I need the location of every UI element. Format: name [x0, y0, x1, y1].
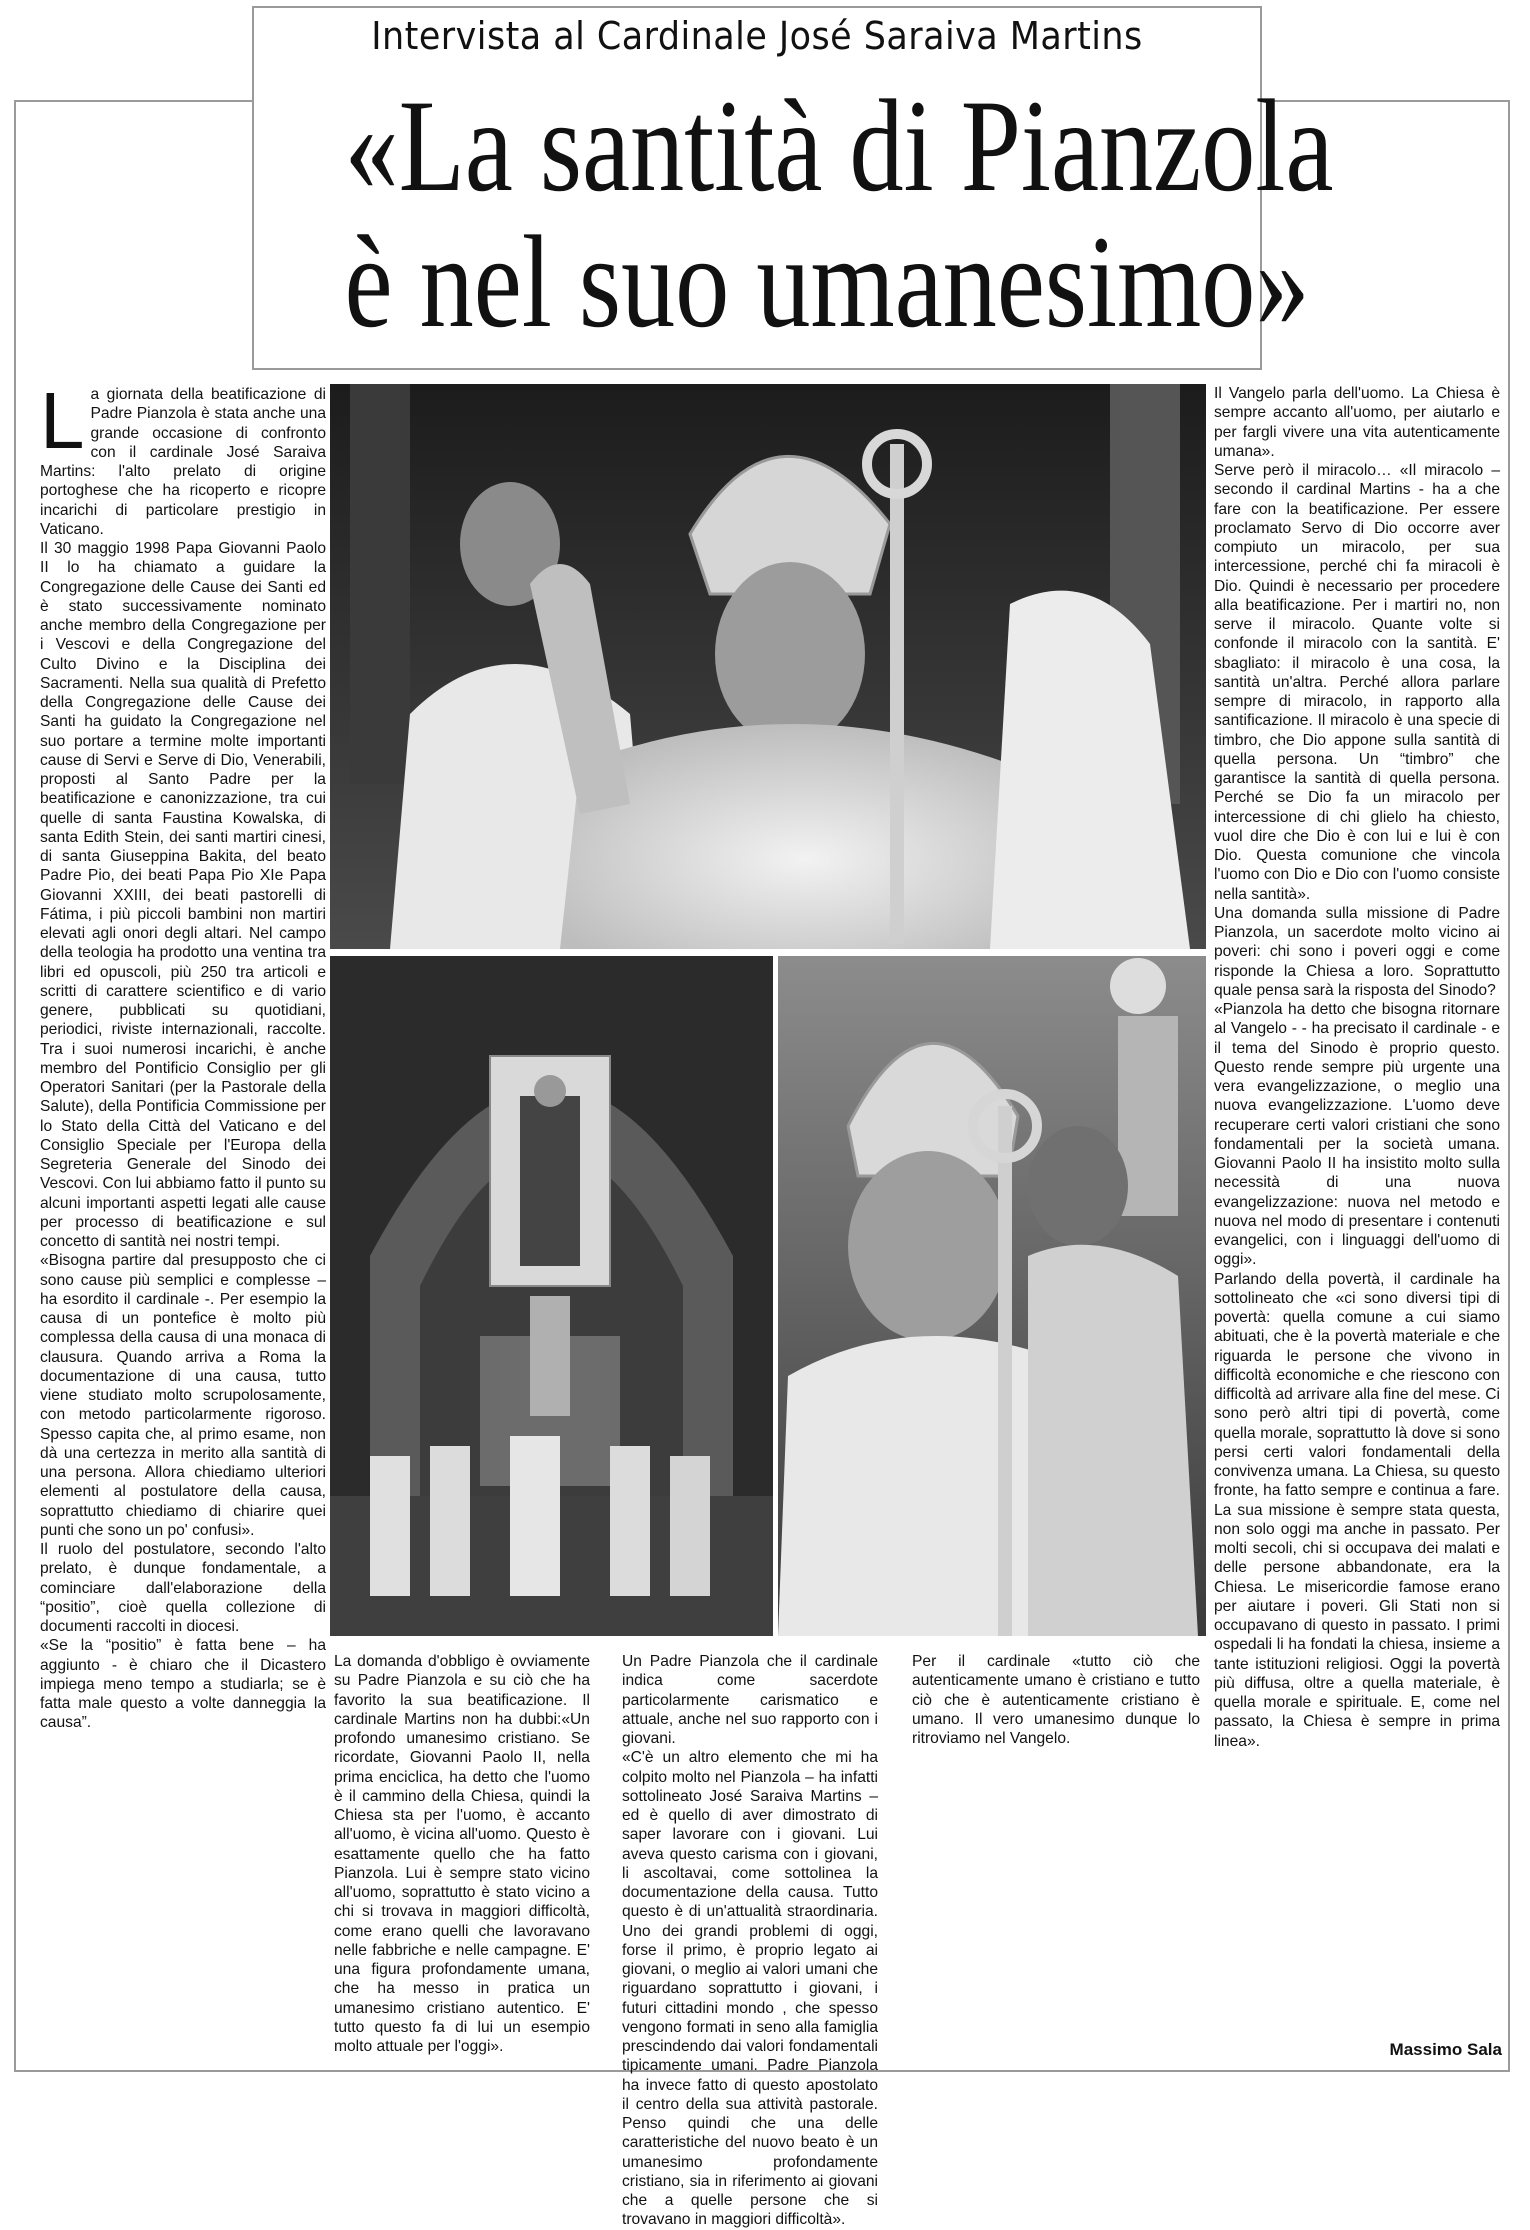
- column-5: [1214, 384, 1500, 2024]
- paragraph: «Se la “positio” è fatta bene – ha aggiunto - è chiaro che il Dicastero impiega meno tempo a studiarla; se è fatta male questo a volte danneggia la causa”.: [40, 1637, 326, 1732]
- kicker: Intervista al Cardinale José Saraiva Martins: [371, 14, 1143, 58]
- paragraph: La domanda d'obbligo è ovviamente su Padre Pianzola e su ciò che ha favorito la sua beatificazione. Il cardinale Martins non ha dubbi:«Un profondo umanesimo cristiano. Se ricordate, Giovanni Paolo II, nella prima enciclica, ha detto che l'uomo è il cammino della Chiesa, quindi la Chiesa sta per l'uomo, è accanto all'uomo, è vicina all'uomo. Questo è esattamente quello che ha fatto Pianzola. Lui è sempre stato vicino all'uomo, soprattutto è stato vicino a chi si trovava in maggiori difficoltà, come erano quelli che lavoravano nelle fabbriche e nelle campagne. E' una figura profondamente umana, che ha messo in pratica un umanesimo cristiano autentico. E' tutto questo fa di lui un esempio molto attuale per l'oggi».: [334, 1653, 590, 2055]
- paragraph: «Pianzola ha detto che bisogna ritornare al Vangelo - - ha precisato il cardinale - e il tema del Sinodo è proprio questo. Questo rende sempre più urgente una vera evangelizzazione, o meglio una nuova evangelizzazione. L'uomo deve recuperare certi valori cristiani che sono fondamentali per la società umana. Giovanni Paolo II ha insistito molto sulla necessità di una nuova evangelizzazione: nuova nel metodo e nuova nel modo di presentare i contenuti evangelici, con i linguaggi dell'uomo di oggi».: [1214, 1001, 1500, 1269]
- paragraph: Per il cardinale «tutto ciò che autenticamente umano è cristiano e tutto ciò che è autenticamente cristiano è umano. Il vero umanesimo dunque lo ritroviamo nel Vangelo.: [912, 1653, 1200, 1747]
- photo-cardinal-blessing: [330, 384, 1206, 949]
- paragraph: «Bisogna partire dal presupposto che ci sono cause più semplici e complesse – ha esordito il cardinale -. Per esempio la causa di un pontefice è molto più complessa della causa di una monaca di clausura. Quando arriva a Roma la documentazione di una causa, tutto viene studiato molto scrupolosamente, con metodo particolarmente rigoroso. Spesso capita che, al primo esame, non dà una certezza in merito alla santità di una persona. Allora chiediamo ulteriori elementi al postulatore della causa, soprattutto chiediamo di chiarire quei punti che sono un po' confusi».: [40, 1252, 326, 1539]
- headline-line-2: è nel suo umanesimo»: [344, 208, 1310, 355]
- photo-cardinal-crozier-image: [778, 956, 1206, 1636]
- photo-church-interior-image: [330, 956, 773, 1636]
- paragraph: Il ruolo del postulatore, secondo l'alto prelato, è dunque fondamentale, a cominciare dall'elaborazione della “positio”, cioè quella collezione di documenti raccolti in diocesi.: [40, 1541, 326, 1635]
- column-1: [40, 376, 326, 2045]
- drop-cap: L: [40, 376, 85, 465]
- photo-cardinal-with-crozier: [778, 956, 1206, 1636]
- column-2: [334, 1652, 590, 2056]
- paragraph: Serve però il miracolo… «Il miracolo – secondo il cardinal Martins - ha a che fare con la beatificazione. Per essere proclamato Servo di Dio occorre aver compiuto un miracolo, per sua intercessione, perché chi fa miracoli è Dio. Quindi è necessario per procedere alla beatificazione. Per i martiri no, non serve il miracolo. Quante volte si confonde il miracolo con la santità. E' sbagliato: il miracolo è una cosa, la santità un'altra. Perché allora parlare sempre di miracolo, in rapporto alla santificazione. Il miracolo è una specie di timbro, che Dio appone sulla santità di quella persona. Un “timbro” che garantisce la santità di quella persona. Perché se Dio fa un miracolo per intercessione di chi glielo ha chiesto, vuol dire che Dio è con lui e lui è con Dio. Questa comunione che vincola l'uomo con Dio e Dio con l'uomo consiste nella santità».: [1214, 462, 1500, 903]
- column-4: [912, 1652, 1200, 1748]
- paragraph: Un Padre Pianzola che il cardinale indica come sacerdote particolarmente carismatico e attuale, anche nel suo rapporto con i giovani.: [622, 1653, 878, 1747]
- paragraph: Una domanda sulla missione di Padre Pianzola, un sacerdote molto vicino ai poveri: chi sono i poveri oggi e come risponde la Chiesa a loro. Soprattutto quale pensa sarà la risposta del Sinodo?: [1214, 904, 1500, 999]
- title-box: [252, 6, 1334, 370]
- column-3: [622, 1652, 878, 2230]
- photo-cardinal-blessing-image: [330, 384, 1206, 949]
- photo-church-interior-portrait: [330, 956, 773, 1636]
- paragraph: La giornata della beatificazione di Padre Pianzola è stata anche una grande occasione di confronto con il cardinale José Saraiva Martins: l'alto prelato di origine portoghese che ha ricoperto e ricopre incarichi di particolare prestigio in Vaticano.: [40, 376, 326, 538]
- paragraph: Parlando della povertà, il cardinale ha sottolineato che «ci sono diversi tipi di povertà: quella comune a cui siamo abituati, che è la povertà materiale e che riguarda le persone che vivono in difficoltà economiche e che riescono con difficoltà ad arrivare alla fine del mese. Ci sono però altri tipi di povertà, come quella morale, soprattutto là dove si sono persi certi valori fondamentali della convivenza umana. La Chiesa, su questo fronte, ha fatto sempre e continua a fare. La sua missione è sempre stata questa, non solo oggi ma anche in passato. Per molti secoli, chi si occupava dei malati e delle persone abbandonate, era la Chiesa. Le misericordie famose erano per aiutare i poveri. Gli Stati non si occupavano di questo in passato. I primi ospedali li ha fondati la chiesa, insieme a tante istituzioni religiosi. Oggi la povertà più diffusa, oltre a quella materiale, è quella morale e spirituale. E, come nel passato, la Chiesa è sempre in prima linea».: [1214, 1270, 1500, 1750]
- headline-line-1: «La santità di Pianzola: [344, 72, 1334, 219]
- paragraph: Il Vangelo parla dell'uomo. La Chiesa è sempre accanto all'uomo, per aiutarlo e per fargli vivere una vita autenticamente umana».: [1214, 385, 1500, 460]
- author-signature: Massimo Sala: [1389, 2040, 1502, 2059]
- paragraph: «C'è un altro elemento che mi ha colpito molto nel Pianzola – ha infatti sottolineato José Saraiva Martins – ed è quello di aver dimostrato di saper lavorare con i giovani. Lui aveva questo carisma con i giovani, li ascoltavai, come sottolinea la documentazione della causa. Tutto questo è di un'attualità straordinaria. Uno dei grandi problemi di oggi, forse il primo, è proprio legato ai giovani, o meglio ai valori umani che riguardano soprattutto i giovani, i futuri cittadini mondo , che spesso vengono formati in seno alla famiglia prescindendo dai valori fondamentali tipicamente umani. Padre Pianzola ha invece fatto di questo apostolato il centro della sua attività pastorale. Penso quindi che una delle caratteristiche del nuovo beato è un umanesimo profondamente cristiano, sia in riferimento ai giovani che a quelle persone che si trovavano in maggiori difficoltà».: [622, 1749, 878, 2229]
- paragraph: Il 30 maggio 1998 Papa Giovanni Paolo II lo ha chiamato a guidare la Congregazione delle Cause dei Santi ed è stato successivamente nominato anche membro della Congregazione per i Vescovi e della Congregazione del Culto Divino e la Disciplina dei Sacramenti. Nella sua qualità di Prefetto della Congregazione delle Cause dei Santi ha guidato la Congregazione nel suo portare a termine molte importanti cause di Servi e Serve di Dio, Venerabili, proposti al Santo Padre per la beatificazione e canonizzazione, tra cui quelle di santa Faustina Kowalska, di santa Edith Stein, dei santi martiri cinesi, di santa Giuseppina Bakita, del beato Padre Pio, dei beati Papa Pio XIe Papa Giovanni XXIII, dei beati pastorelli di Fátima, i più piccoli bambini non martiri elevati agli onori degli altari. Nel campo della teologia ha prodotto una ventina tra libri ed opuscoli, più 250 tra articoli e scritti di carattere scientifico e di vario genere, pubblicati su quotidiani, periodici, riviste internazionali, raccolte. Tra i suoi numerosi incarichi, è anche membro del Pontificio Consiglio per gli Operatori Sanitari (per la Pastorale della Salute), della Pontificia Commissione per lo Stato della Città del Vaticano e del Consiglio Speciale per l'Europa della Segreteria Generale del Sinodo dei Vescovi. Con lui abbiamo fatto il punto su alcuni importanti aspetti legati alle cause per processo di beatificazione e sul concetto di santità nei nostri tempi.: [40, 540, 326, 1250]
